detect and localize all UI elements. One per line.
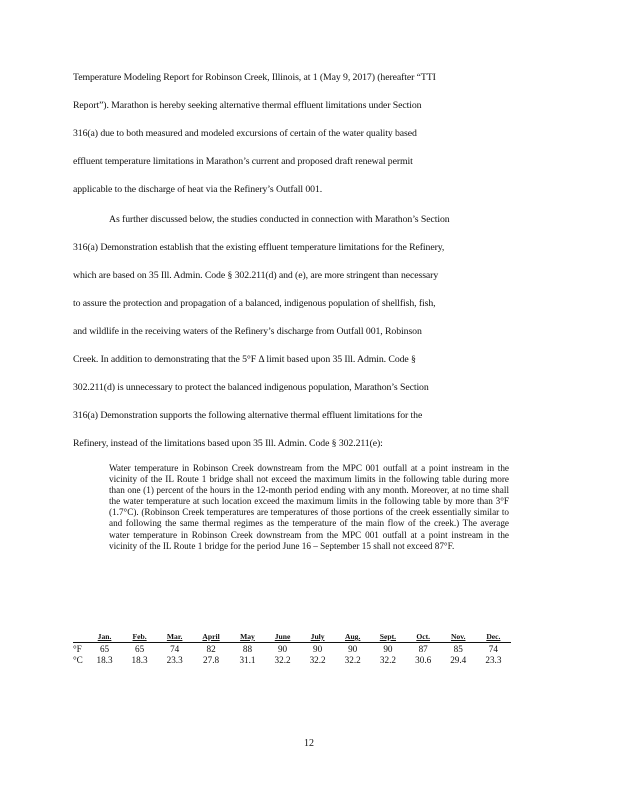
month-header: Nov. — [441, 632, 476, 643]
table-cell: 32.2 — [274, 655, 291, 665]
table-cell: 65 — [99, 644, 110, 654]
table-cell: 87 — [418, 644, 428, 654]
unit-cell: °C — [73, 655, 83, 665]
table-cell: 74 — [488, 644, 498, 654]
text-line: and wildlife in the receiving waters of the Refinery’s discharge from Outfall 001, Robinson — [73, 326, 422, 337]
text-line: 316(a) Demonstration supports the following alternative thermal effluent limitations for the — [73, 410, 423, 421]
month-header: Oct. — [406, 632, 441, 643]
block-quote: Water temperature in Robinson Creek downstream from the MPC 001 outfall at a point instream in the vicinity of the IL Route 1 bridge shall not exceed the maximum limits in the following table during more than one (1) percent of the hours in the 12-month period ending with any month. Moreover, at no time shall the water temperature at such location exceed the maximum limits in the following table by more than 3°F (1.7°C). (Robinson Creek temperatures are temperatures of those portions of the creek essentially similar to and following the same thermal regimes as the temperature of the main flow of the creek.) The average water temperature in Robinson Creek downstream from the MPC 001 outfall at a point instream in the vicinity of the IL Route 1 bridge for the period June 16 – September 15 shall not exceed 87°F. — [109, 463, 509, 551]
temperature-limits-table — [73, 632, 511, 665]
text-line: effluent temperature limitations in Marathon’s current and proposed draft renewal permit — [73, 156, 413, 167]
table-cell: 65 — [135, 644, 145, 654]
month-header: Sept. — [370, 632, 405, 643]
table-cell: 29.4 — [450, 655, 467, 665]
month-header: May — [230, 632, 265, 643]
page-number: 12 — [304, 738, 314, 749]
month-header: Feb. — [122, 632, 157, 643]
table-cell: 18.3 — [96, 655, 113, 665]
table-row — [73, 654, 511, 665]
table-row — [73, 643, 511, 655]
table-cell: 90 — [313, 644, 323, 654]
table-cell: 23.3 — [485, 655, 502, 665]
table-cell: 30.6 — [415, 655, 432, 665]
table-cell: 18.3 — [131, 655, 148, 665]
month-header: Aug. — [335, 632, 370, 643]
text-line: applicable to the discharge of heat via the Refinery’s Outfall 001. — [73, 184, 323, 195]
table-cell: 88 — [242, 644, 253, 654]
month-header: Dec. — [476, 632, 511, 643]
table-cell: 27.8 — [203, 655, 220, 665]
table-cell: 74 — [170, 644, 180, 654]
table-cell: 90 — [348, 644, 358, 654]
text-line: Creek. In addition to demonstrating that the 5°F Δ limit based upon 35 Ill. Admin. Code § — [73, 354, 416, 365]
table-cell: 32.2 — [379, 655, 396, 665]
table-cell: 85 — [453, 644, 463, 654]
month-header: April — [192, 632, 230, 643]
month-header: Jan. — [87, 632, 122, 643]
table-cell: 32.2 — [309, 655, 326, 665]
text-line: Temperature Modeling Report for Robinson Creek, Illinois, at 1 (May 9, 2017) (hereafter “TTI — [73, 72, 436, 83]
table-header-row — [73, 632, 511, 643]
text-line: 316(a) Demonstration establish that the existing effluent temperature limitations for the Refinery, — [73, 242, 445, 253]
table-cell: 90 — [277, 644, 288, 654]
table-cell: 23.3 — [166, 655, 183, 665]
month-header: July — [300, 632, 335, 643]
text-line: 316(a) due to both measured and modeled excursions of certain of the water quality based — [73, 128, 417, 139]
month-header: Mar. — [157, 632, 192, 643]
table-cell: 31.1 — [239, 655, 256, 665]
table-cell: 82 — [206, 644, 216, 654]
text-line: which are based on 35 Ill. Admin. Code § 302.211(d) and (e), are more stringent than necessary — [73, 270, 439, 281]
month-header: June — [265, 632, 300, 643]
unit-header — [73, 632, 87, 643]
text-line: Refinery, instead of the limitations based upon 35 Ill. Admin. Code § 302.211(e): — [73, 438, 383, 449]
table-cell: 32.2 — [344, 655, 361, 665]
unit-cell: °F — [73, 644, 82, 654]
text-line: Report”). Marathon is hereby seeking alternative thermal effluent limitations under Section — [73, 100, 422, 111]
text-line: to assure the protection and propagation of a balanced, indigenous population of shellfish, fish, — [73, 298, 436, 309]
table-cell: 90 — [383, 644, 393, 654]
text-line: 302.211(d) is unnecessary to protect the balanced indigenous population, Marathon’s Section — [73, 382, 429, 393]
text-line: As further discussed below, the studies conducted in connection with Marathon’s Section — [109, 214, 450, 225]
